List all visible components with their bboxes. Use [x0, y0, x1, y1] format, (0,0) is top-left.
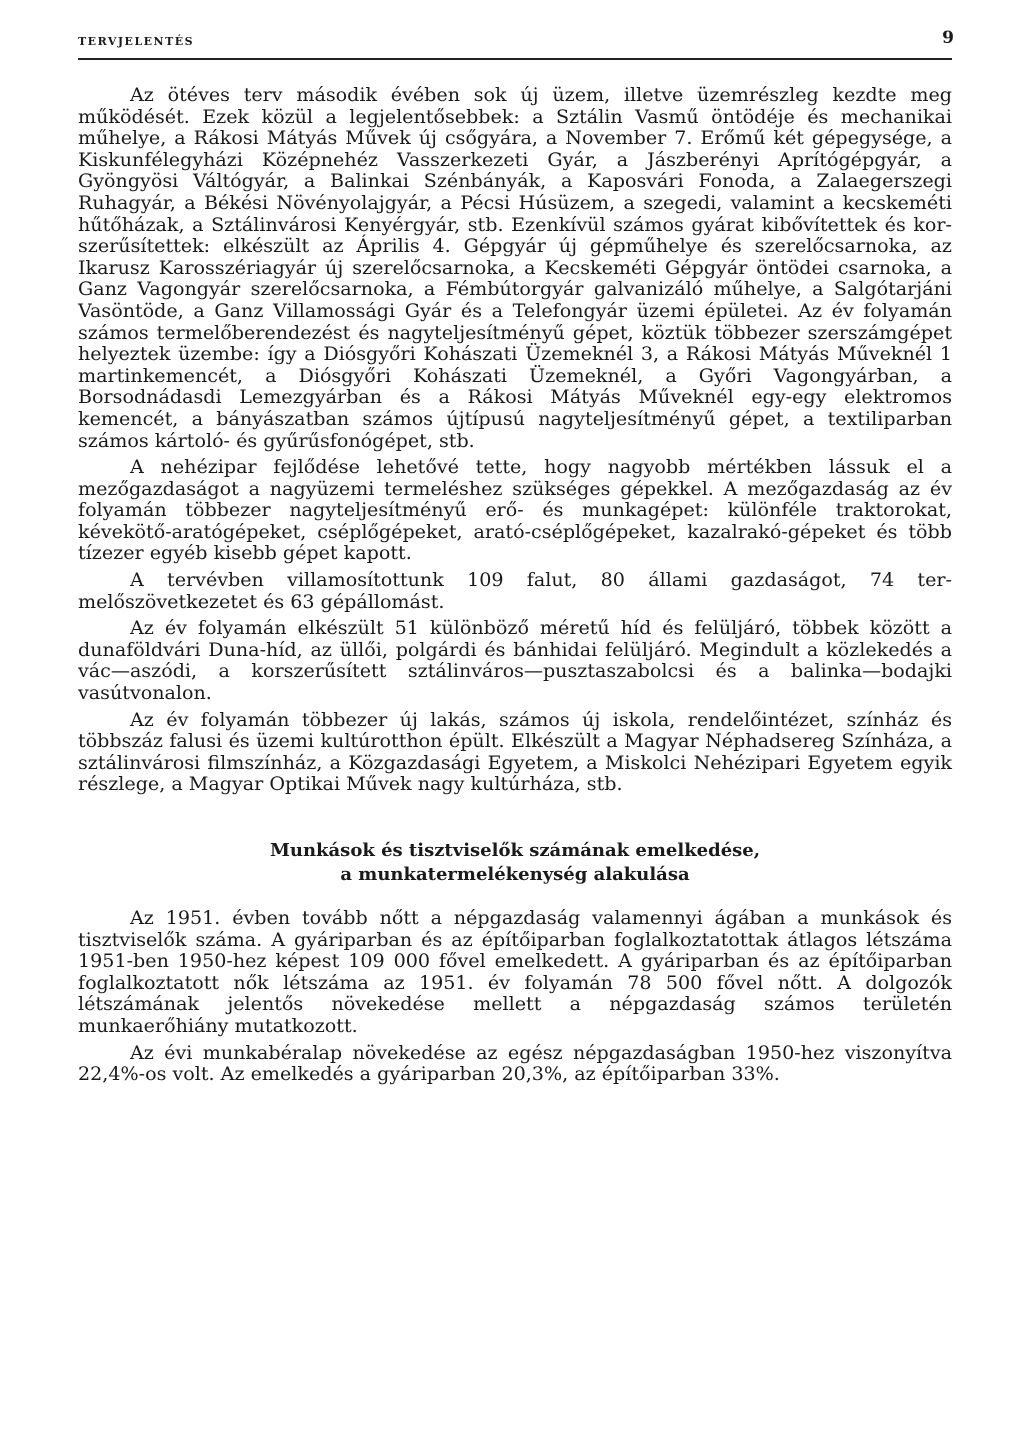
running-head: [78, 24, 952, 48]
paragraph: Az 1951. évben tovább nőtt a népgazdaság valamennyi ágában a munkások és tisztviselők száma. A gyáriparban és az építőiparban foglalkoztatottak átlagos létszáma 1951-ben 1950-hez képest 109 000 fővel emelkedett. A gyáriparban és az építőiparban foglalkoztatott nők létszáma az 1951. év folyamán 78 500 fővel nőtt. A dolgozók létszámának jelentős növekedése mellett a népgazdaság számos területén munkaerőhiány mutatkozott.: [78, 906, 952, 1037]
body-text: [78, 84, 952, 1085]
paragraph: Az év folyamán többezer új lakás, számos új iskola, rendelőintézet, színház és többszáz falusi és üzemi kultúrotthon épült. Elkészült a Magyar Néphadsereg Színháza, a sztálinvárosi filmszínház, a Közgazdasági Egyetem, a Miskolci Nehézipari Egyetem egyik részlege, a Magyar Optikai Művek nagy kultúrháza, stb.: [78, 707, 952, 796]
header-rule: [78, 58, 952, 60]
section-heading-line: a munkatermelékenység alakulása: [340, 864, 690, 885]
section-heading: [78, 839, 952, 887]
page-number: 9: [942, 28, 954, 48]
paragraph: Az évi munkabéralap növekedése az egész népgazdaságban 1950-hez viszonyítva 22,4%-os volt. Az emelkedés a gyáriparban 20,3%, az építőiparban 33%.: [78, 1040, 952, 1086]
running-title: TERVJELENTÉS: [78, 35, 195, 48]
paragraph: A tervévben villamosítottunk 109 falut, 80 állami gazdaságot, 74 termelőszövetkezetet és 63 gépállomást.: [78, 568, 952, 613]
section-heading-line: Munkások és tisztviselők számának emelkedése,: [269, 840, 761, 861]
document-page: [78, 24, 952, 1090]
paragraph: Az év folyamán elkészült 51 különböző méretű híd és felüljáró, többek között a dunaföldvári Duna-híd, az üllői, polgárdi és bánhidai felüljáró. Megindult a közlekedés a vác—aszódi, a korszerűsített sztálinváros—pusztaszabolcsi és a balinka—bodajki vasútvonalon.: [78, 616, 952, 705]
paragraph: Az ötéves terv második évében sok új üzem, illetve üzemrészleg kezdte meg működését. Ezek közül a legjelentősebbek: a Sztálin Vasmű öntödéje és mechanikai műhelye, a Rákosi Mátyás Művek új csőgyára, a November 7. Erőmű két gépegysége, a Kiskunfélegyházi Középnehéz Vasszerkezeti Gyár, a Jászberényi Aprítógépgyár, a Gyöngyösi Váltógyár, a Balinkai Szénbányák, a Kaposvári Fonoda, a Zalaegerszegi Ruhagyár, a Békési Növényolajgyár, a Pécsi Húsüzem, a szegedi, valamint a kecskeméti hűtőházak, a Sztálinvárosi Kenyérgyár, stb. Ezenkívül számos gyárat kibővítettek és korszerűsítettek: elkészült az Április 4. Gépgyár új gépműhelye és szerelőcsarnoka, az Ikarusz Karosszériagyár új szerelőcsarnoka, a Kecskeméti Gépgyár öntödei csarnoka, a Ganz Vagongyár szerelőcsarnoka, a Fémbútorgyár galvanizáló műhelye, a Salgótarjáni Vasöntöde, a Ganz Villamossági Gyár és a Telefongyár üzemi épületei. Az év folyamán számos termelőberendezést és nagyteljesítményű gépet, köztük többezer szerszámgépet helyeztek üzembe: így a Diósgyőri Kohászati Üzemeknél 3, a Rákosi Mátyás Műveknél 1 martinkemencét, a Diósgyőri Kohászati Üzemeknél, a Győri Vagongyárban, a Borsodnádasdi Lemezgyárban és a Rákosi Mátyás Műveknél egy-egy elektromos kemencét, a bányászatban számos újtípusú nagyteljesítményű gépet, a textiliparban számos kártoló- és gyűrűsfonógépet, stb.: [78, 83, 952, 452]
paragraph: A nehézipar fejlődése lehetővé tette, hogy nagyobb mértékben lássuk el a mezőgazdaságot a nagyüzemi termeléshez szükséges gépekkel. A mezőgazdaság az év folyamán többezer nagyteljesítményű erő- és munkagépet: különféle traktorokat, kévekötő-aratógépeket, cséplőgépeket, arató-cséplőgépeket, kazalrakó-gépeket és több tízezer egyéb kisebb gépet kapott.: [78, 455, 952, 565]
